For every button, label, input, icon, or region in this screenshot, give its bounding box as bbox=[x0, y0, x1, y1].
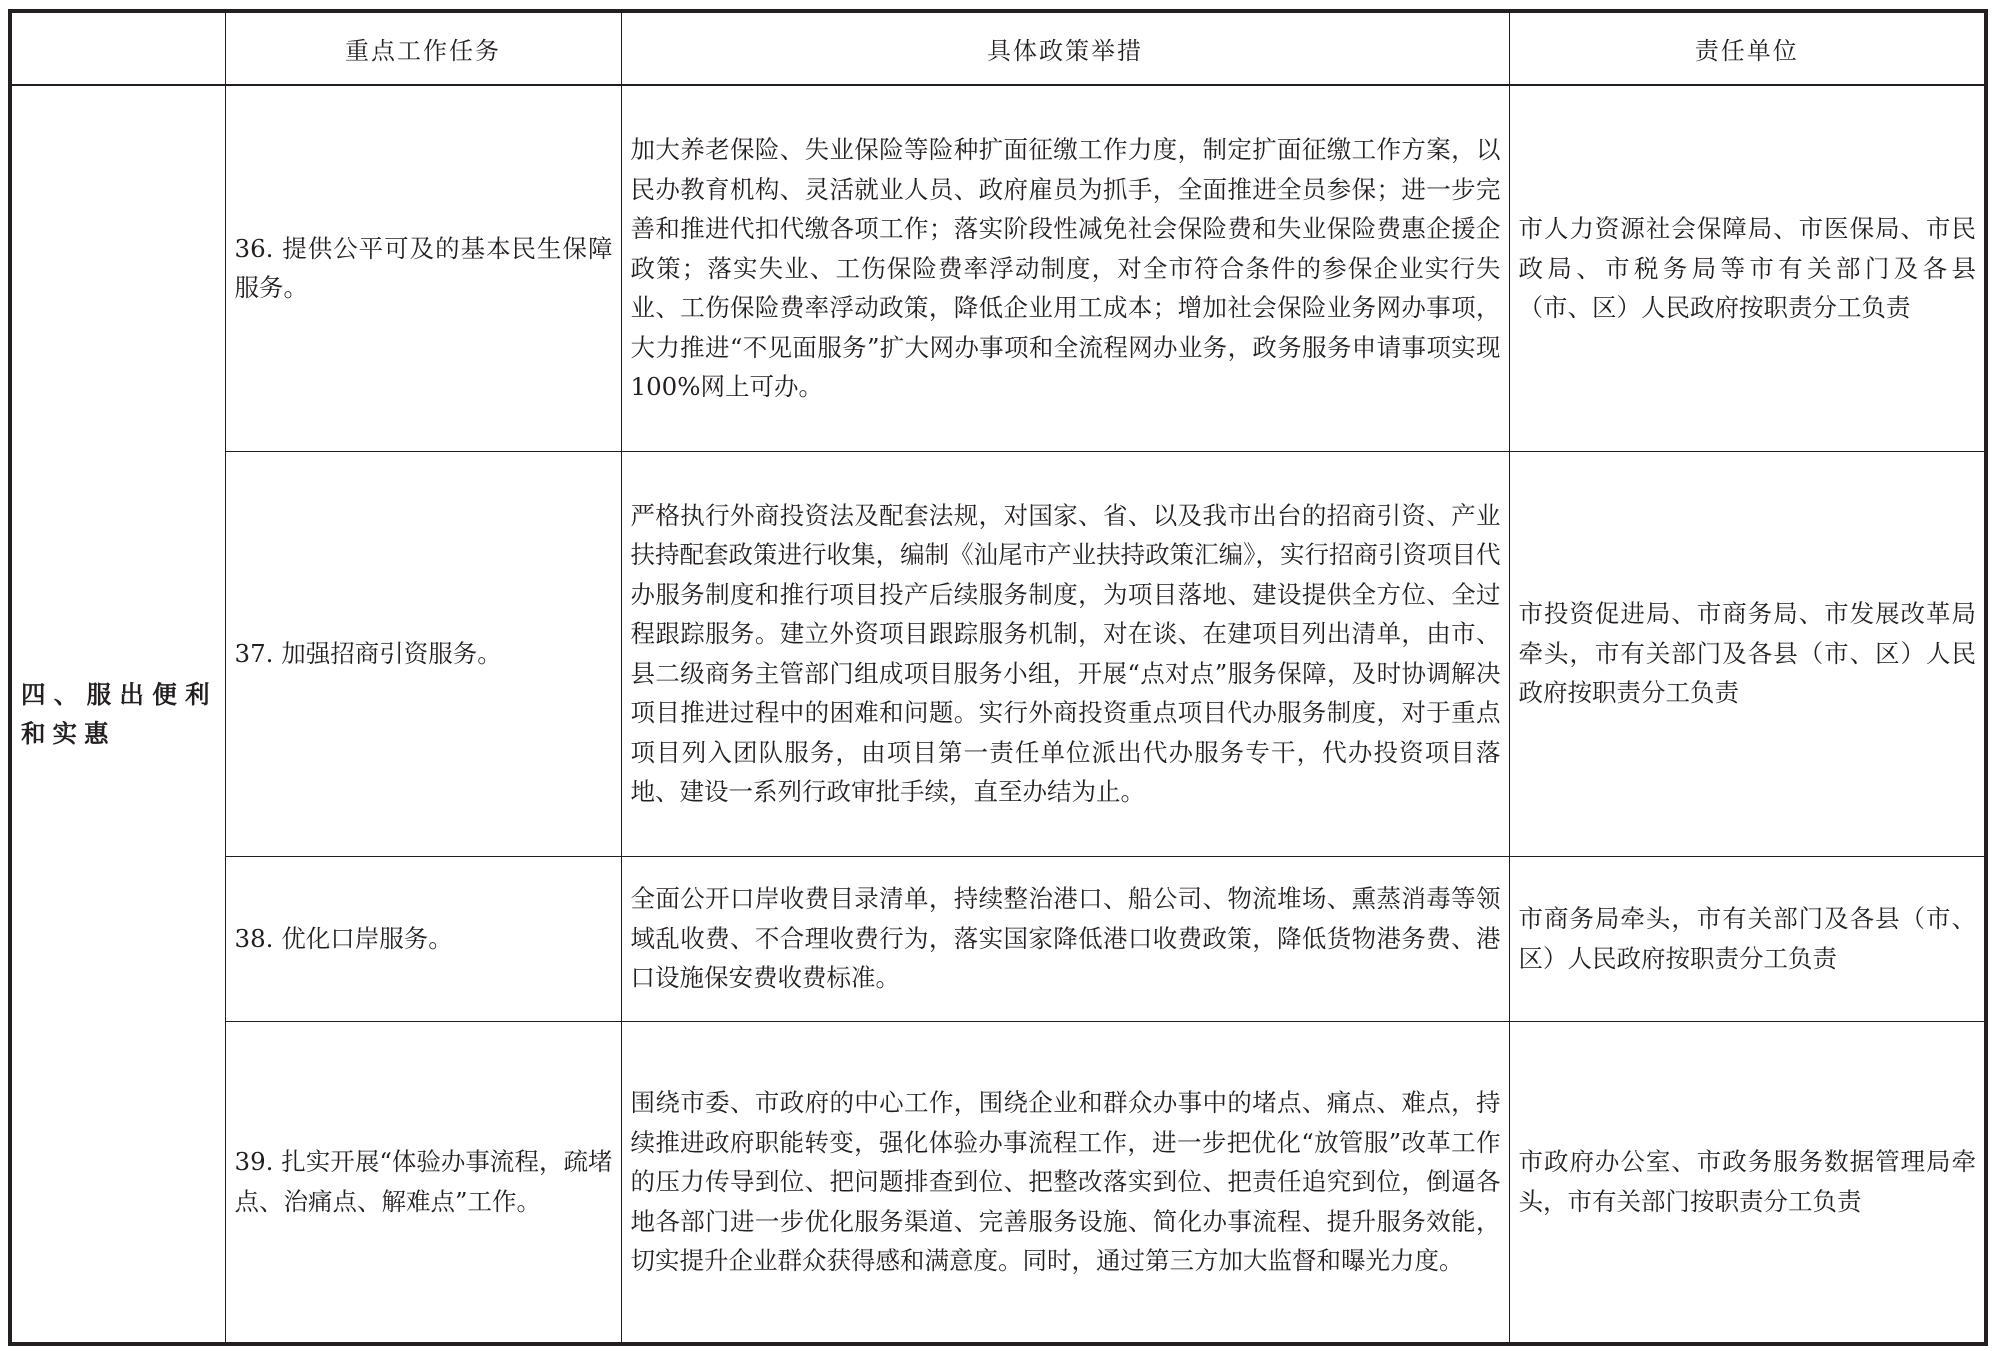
measures-cell: 严格执行外商投资法及配套法规，对国家、省、以及我市出台的招商引资、产业扶持配套政策进行收集，编制《汕尾市产业扶持政策汇编》，实行招商引资项目代办服务制度和推行项目投产后续服务制度，为项目落地、建设提供全方位、全过程跟踪服务。建立外资项目跟踪服务机制，对在谈、在建项目列出清单，由市、县二级商务主管部门组成项目服务小组，开展“点对点”服务保障，及时协调解决项目推进过程中的困难和问题。实行外商投资重点项目代办服务制度，对于重点项目列入团队服务，由项目第一责任单位派出代办服务专干，代办投资项目落地、建设一系列行政审批手续，直至办结为止。 bbox=[621, 451, 1509, 856]
header-category bbox=[10, 11, 225, 85]
header-row bbox=[10, 11, 1986, 85]
table-row bbox=[10, 856, 1986, 1021]
task-cell: 39. 扎实开展“体验办事流程，疏堵点、治痛点、解难点”工作。 bbox=[225, 1021, 621, 1344]
units-cell: 市商务局牵头，市有关部门及各县（市、区）人民政府按职责分工负责 bbox=[1509, 856, 1986, 1021]
policy-table bbox=[8, 9, 1988, 1346]
measures-cell: 加大养老保险、失业保险等险种扩面征缴工作力度，制定扩面征缴工作方案，以民办教育机构、灵活就业人员、政府雇员为抓手，全面推进全员参保；进一步完善和推进代扣代缴各项工作；落实阶段性减免社会保险费和失业保险费惠企援企政策；落实失业、工伤保险费率浮动制度，对全市符合条件的参保企业实行失业、工伤保险费率浮动政策，降低企业用工成本；增加社会保险业务网办事项，大力推进“不见面服务”扩大网办事项和全流程网办业务，政务服务申请事项实现100%网上可办。 bbox=[621, 85, 1509, 451]
category-cell: 四、服出便利和实惠 bbox=[10, 85, 225, 1344]
table-row bbox=[10, 1021, 1986, 1344]
header-measures: 具体政策举措 bbox=[621, 11, 1509, 85]
units-cell: 市人力资源社会保障局、市医保局、市民政局、市税务局等市有关部门及各县（市、区）人民政府按职责分工负责 bbox=[1509, 85, 1986, 451]
measures-cell: 全面公开口岸收费目录清单，持续整治港口、船公司、物流堆场、熏蒸消毒等领域乱收费、不合理收费行为，落实国家降低港口收费政策，降低货物港务费、港口设施保安费收费标准。 bbox=[621, 856, 1509, 1021]
header-task: 重点工作任务 bbox=[225, 11, 621, 85]
units-cell: 市投资促进局、市商务局、市发展改革局牵头，市有关部门及各县（市、区）人民政府按职责分工负责 bbox=[1509, 451, 1986, 856]
units-cell: 市政府办公室、市政务服务数据管理局牵头，市有关部门按职责分工负责 bbox=[1509, 1021, 1986, 1344]
table-row bbox=[10, 451, 1986, 856]
measures-cell: 围绕市委、市政府的中心工作，围绕企业和群众办事中的堵点、痛点、难点，持续推进政府职能转变，强化体验办事流程工作，进一步把优化“放管服”改革工作的压力传导到位、把问题排查到位、把整改落实到位、把责任追究到位，倒逼各地各部门进一步优化服务渠道、完善服务设施、简化办事流程、提升服务效能，切实提升企业群众获得感和满意度。同时，通过第三方加大监督和曝光力度。 bbox=[621, 1021, 1509, 1344]
header-responsible-units: 责任单位 bbox=[1509, 11, 1986, 85]
task-cell: 37. 加强招商引资服务。 bbox=[225, 451, 621, 856]
task-cell: 38. 优化口岸服务。 bbox=[225, 856, 621, 1021]
table-row bbox=[10, 85, 1986, 451]
task-cell: 36. 提供公平可及的基本民生保障服务。 bbox=[225, 85, 621, 451]
